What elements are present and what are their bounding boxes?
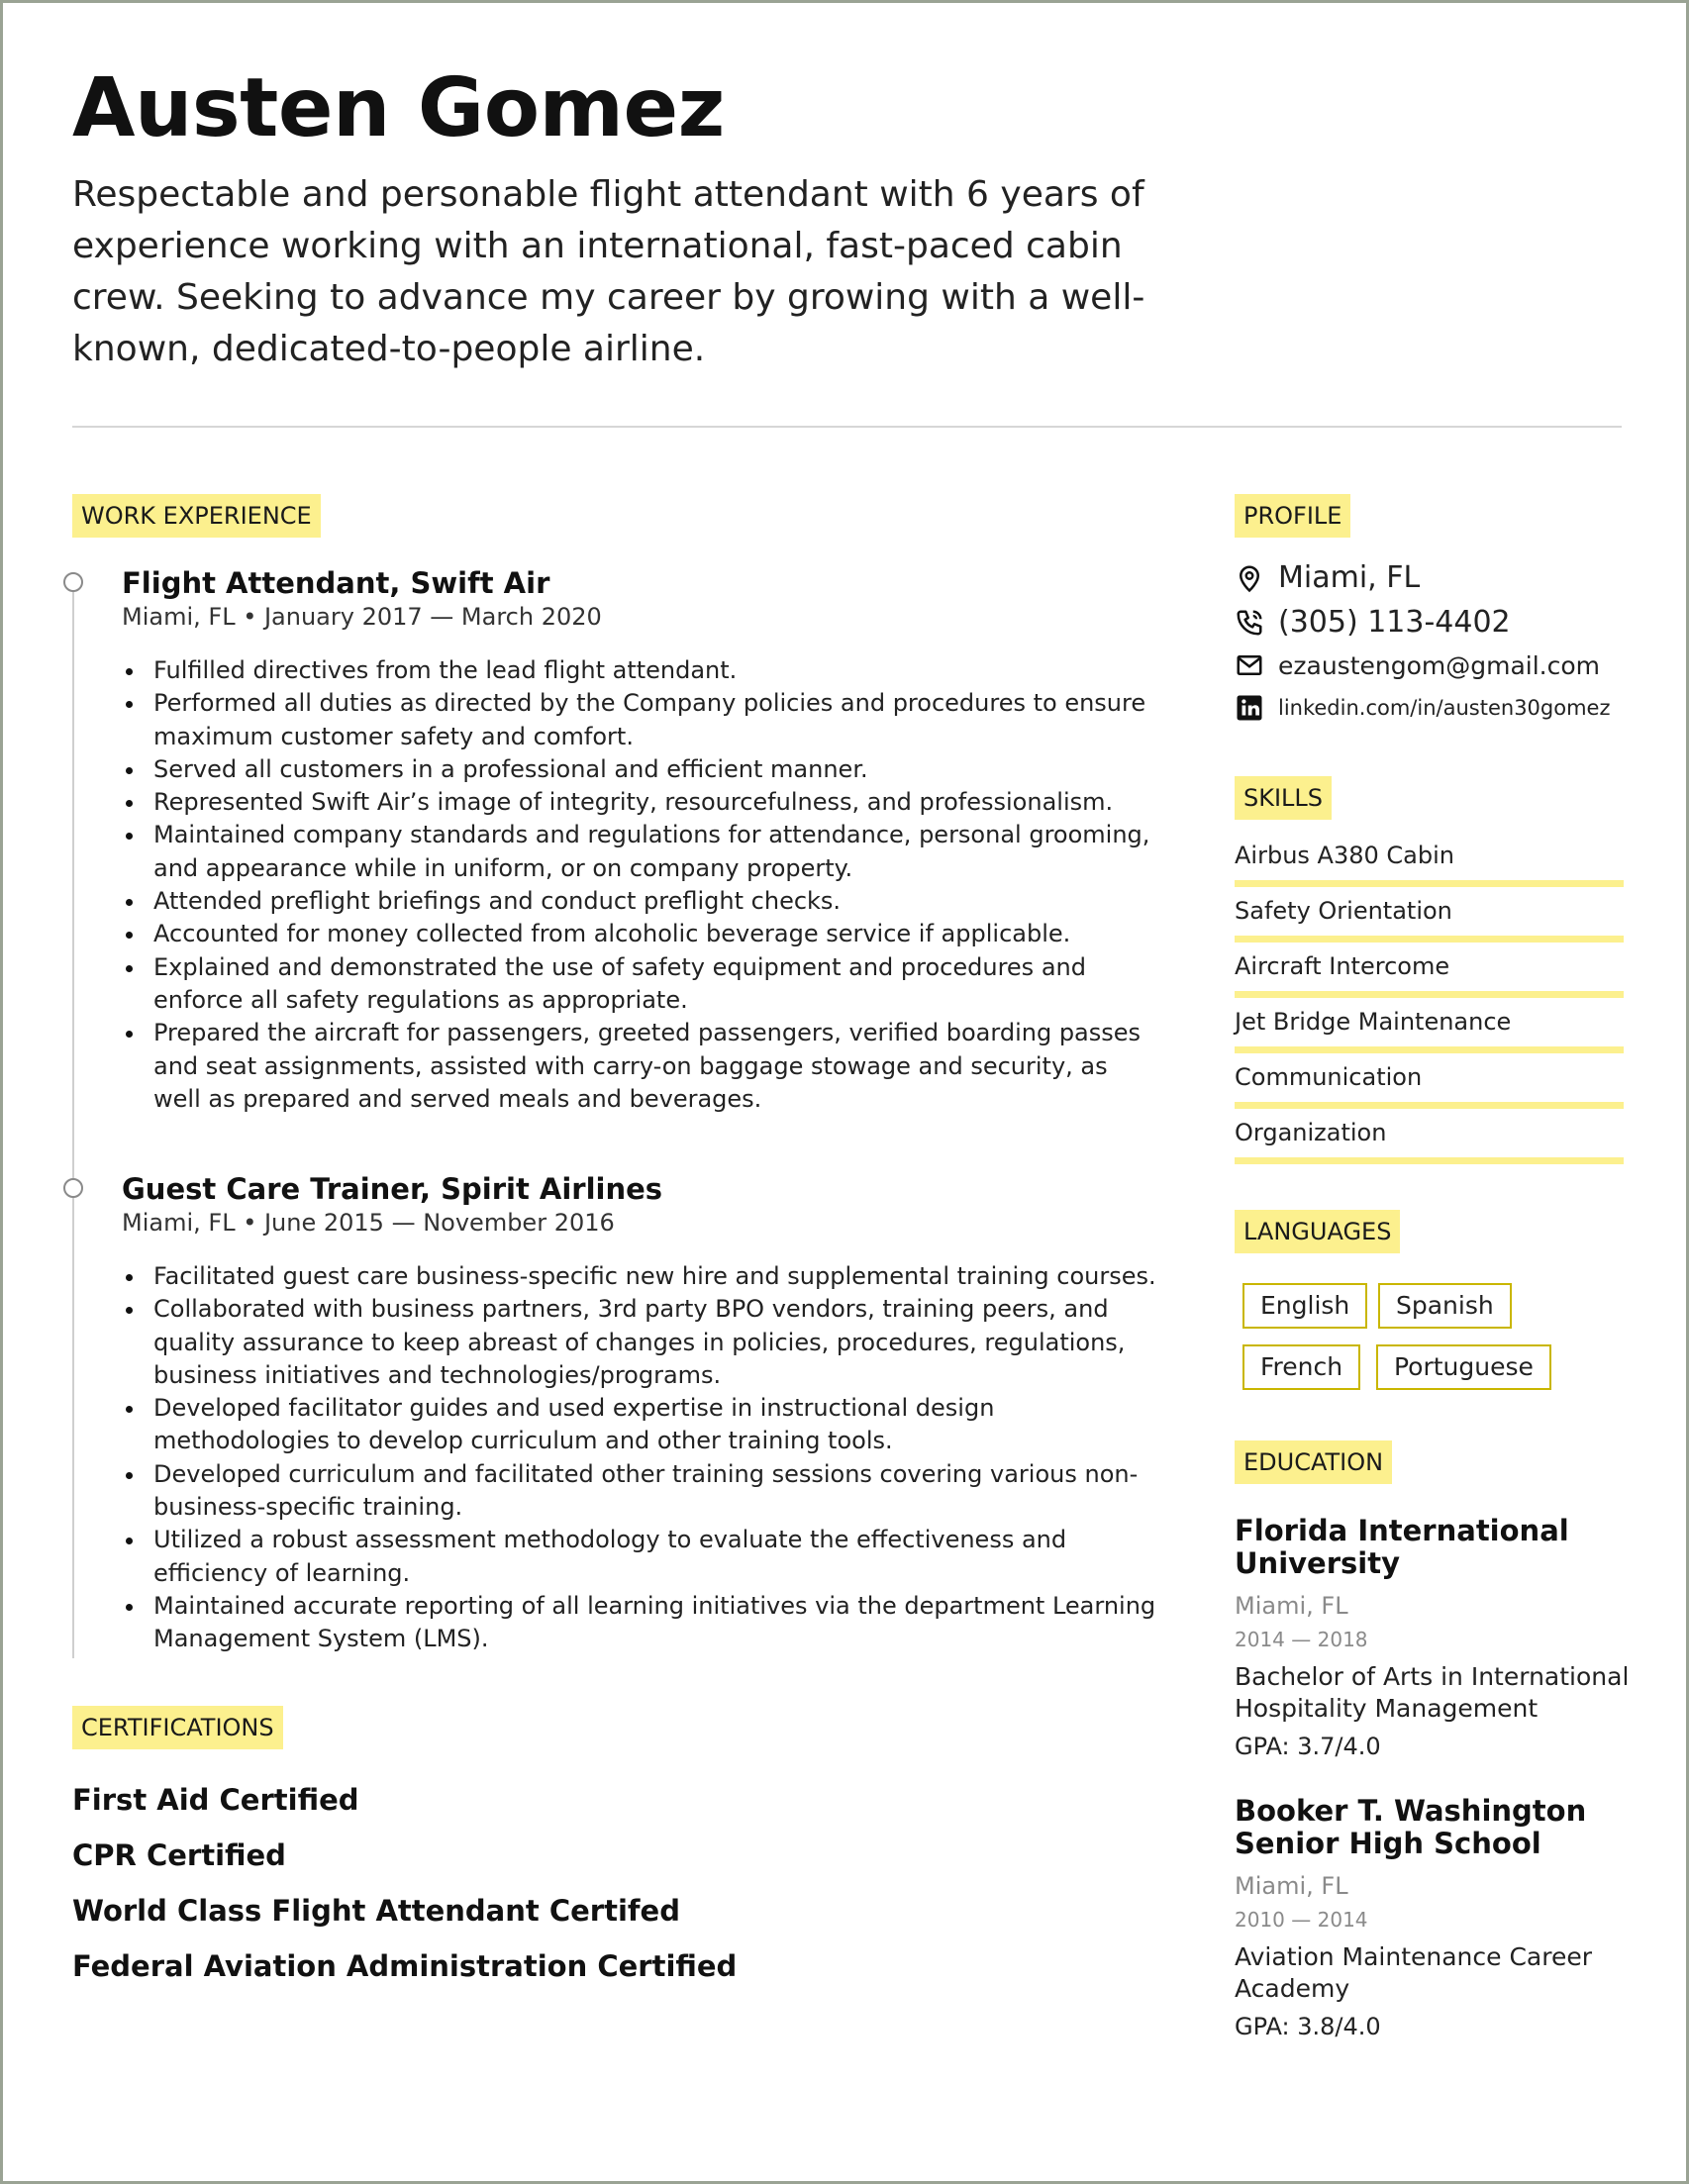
location-text: Miami, FL [1278,560,1421,595]
education-gpa: GPA: 3.7/4.0 [1235,1733,1381,1760]
professional-summary: Respectable and personable flight attendant with 6 years of experience working with an international, fast-paced cabin crew. Seeking to advance my career by growing with a well-known, dedicated-to-people airline. [72,174,1145,369]
candidate-name: Austen Gomez [72,61,725,155]
email-link[interactable]: ezaustengom@gmail.com [1278,650,1601,680]
list-item: Facilitated guest care business-specific new hire and supplemental training courses. [122,1260,1161,1293]
contact-location [1235,560,1420,595]
skill-bar [1235,1046,1624,1053]
mail-icon [1235,650,1264,680]
section-profile: PROFILE [1235,494,1350,538]
skill-label: Aircraft Intercome [1235,952,1450,980]
education-degree: Aviation Maintenance Career Academy [1235,1942,1593,2003]
skill-item [1235,1007,1624,1037]
skill-item [1235,951,1624,981]
skill-bar [1235,936,1624,943]
list-item: Attended preflight briefings and conduct preflight checks. [122,885,1161,918]
certification-item: CPR Certified [72,1838,286,1872]
list-item: Prepared the aircraft for passengers, greeted passengers, verified boarding passes and seat assignments, assisted with carry-on baggage stowage and security, as well as prepared and served meals and beverages. [122,1017,1161,1116]
skill-bar [1235,1102,1624,1109]
list-item: Represented Swift Air’s image of integrity, resourcefulness, and professionalism. [122,786,1161,819]
list-item: Maintained company standards and regulations for attendance, personal grooming, and appearance while in uniform, or on company property. [122,819,1161,885]
contact-phone [1235,605,1511,640]
phone-text: (305) 113-4402 [1278,605,1511,640]
linkedin-link[interactable]: linkedin.com/in/austen30gomez [1278,696,1611,720]
list-item: Accounted for money collected from alcoholic beverage service if applicable. [122,918,1161,950]
skill-bar [1235,991,1624,998]
contact-email[interactable] [1235,650,1600,680]
job-bullets [122,654,1161,1116]
education-dates: 2010 — 2014 [1235,1908,1368,1932]
skill-label: Organization [1235,1119,1387,1146]
certification-item: First Aid Certified [72,1783,359,1817]
skill-item [1235,1118,1624,1147]
education-gpa: GPA: 3.8/4.0 [1235,2013,1381,2040]
language-badge: Portuguese [1376,1344,1551,1390]
skill-item [1235,1062,1624,1092]
education-school: Booker T. Washington Senior High School [1235,1794,1587,1860]
skill-label: Communication [1235,1063,1423,1091]
list-item: Developed facilitator guides and used expertise in instructional design methodologies to develop curriculum and other training tools. [122,1392,1161,1458]
education-location: Miami, FL [1235,1872,1348,1900]
list-item: Developed curriculum and facilitated other training sessions covering various non-business-specific training. [122,1458,1161,1525]
timeline-dot [63,572,83,592]
section-certifications: CERTIFICATIONS [72,1706,283,1749]
section-languages: LANGUAGES [1235,1210,1400,1253]
list-item: Maintained accurate reporting of all learning initiatives via the department Learning Management System (LMS). [122,1590,1161,1656]
education-location: Miami, FL [1235,1592,1348,1620]
skill-bar [1235,880,1624,887]
list-item: Explained and demonstrated the use of safety equipment and procedures and enforce all safety regulations as appropriate. [122,951,1161,1018]
section-education: EDUCATION [1235,1440,1392,1484]
section-skills: SKILLS [1235,776,1332,820]
list-item: Performed all duties as directed by the Company policies and procedures to ensure maximum customer safety and comfort. [122,687,1161,753]
list-item: Served all customers in a professional and efficient manner. [122,753,1161,786]
linkedin-icon [1235,693,1264,723]
job-bullets [122,1260,1161,1656]
resume-page [3,3,1686,2181]
language-badge: French [1242,1344,1360,1390]
certification-item: World Class Flight Attendant Certifed [72,1894,680,1928]
contact-linkedin[interactable] [1235,693,1611,723]
skill-item [1235,896,1624,926]
job-title: Flight Attendant, Swift Air [122,566,550,600]
education-dates: 2014 — 2018 [1235,1628,1368,1651]
education-degree: Bachelor of Arts in International Hospitality Management [1235,1662,1630,1723]
job-meta: Miami, FL • June 2015 — November 2016 [122,1209,615,1237]
phone-icon [1235,608,1264,638]
list-item: Utilized a robust assessment methodology to evaluate the effectiveness and efficiency of learning. [122,1524,1161,1590]
skill-label: Airbus A380 Cabin [1235,842,1454,869]
education-school: Florida International University [1235,1514,1569,1580]
skill-bar [1235,1157,1624,1164]
job-meta: Miami, FL • January 2017 — March 2020 [122,603,602,631]
section-work-experience: WORK EXPERIENCE [72,494,321,538]
job-title: Guest Care Trainer, Spirit Airlines [122,1172,663,1206]
skill-item [1235,841,1624,870]
skill-label: Safety Orientation [1235,897,1452,925]
list-item: Fulfilled directives from the lead flight attendant. [122,654,1161,687]
certification-item: Federal Aviation Administration Certified [72,1949,738,1983]
list-item: Collaborated with business partners, 3rd party BPO vendors, training peers, and quality assurance to keep abreast of changes in policies, procedures, regulations, business initiatives and technologies/programs. [122,1293,1161,1392]
language-badge: English [1242,1283,1367,1329]
timeline-line [72,581,74,1658]
header-divider [72,426,1622,428]
map-pin-icon [1235,563,1264,593]
skill-label: Jet Bridge Maintenance [1235,1008,1512,1036]
timeline-dot [63,1178,83,1198]
language-badge: Spanish [1378,1283,1512,1329]
